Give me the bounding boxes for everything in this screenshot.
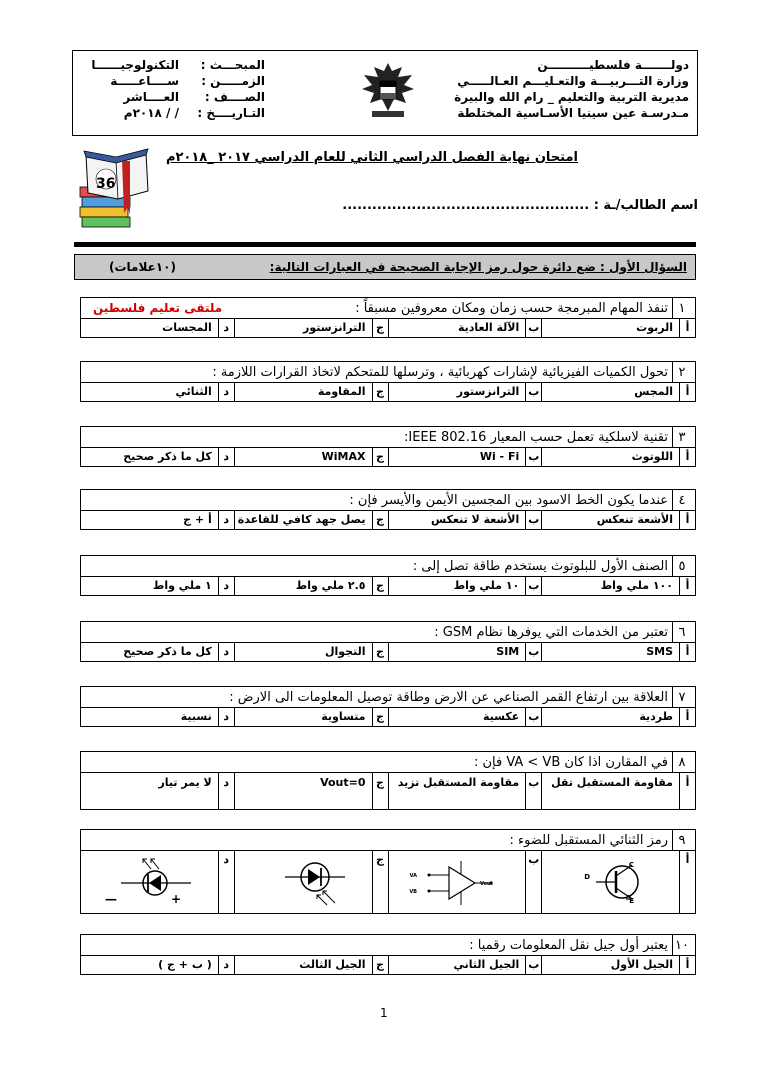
options-row: [81, 383, 695, 401]
option[interactable]: Vout=0: [234, 773, 372, 809]
option-letter[interactable]: أ: [679, 319, 695, 337]
option-letter[interactable]: د: [218, 773, 234, 809]
option-letter[interactable]: ب: [525, 773, 541, 809]
question-text: [81, 830, 695, 851]
section-header: [74, 254, 696, 280]
question-number: ٦: [672, 622, 691, 643]
option-letter[interactable]: أ: [679, 956, 695, 974]
ministry-line: وزارة التـــربيـــة والتعـليـــم العـالـــــي: [457, 74, 689, 88]
svg-text:D: D: [584, 873, 591, 881]
question-number: ١٠: [672, 935, 691, 956]
option[interactable]: نسبية: [180, 710, 212, 723]
option[interactable]: أ + ج: [183, 513, 212, 526]
option[interactable]: طردية: [541, 708, 679, 726]
option-letter[interactable]: ج: [372, 319, 388, 337]
question-stem: رمز الثنائي المستقبل للضوء :: [509, 833, 668, 848]
option-opamp[interactable]: [388, 851, 526, 913]
option-led[interactable]: [81, 851, 218, 913]
option[interactable]: ١٠ ملي واط: [388, 577, 526, 595]
time-label: الزمـــــن :: [201, 74, 265, 88]
info-row: [87, 89, 265, 105]
option-photodiode[interactable]: [234, 851, 372, 913]
svg-text:+: +: [170, 892, 181, 906]
options-row: [81, 577, 695, 595]
ministry-block: [454, 57, 689, 121]
student-name-field[interactable]: اسم الطالب/ـة : ..................................................: [342, 198, 698, 213]
question-stem: في المقارن اذا كان VA < VB فإن :: [473, 755, 668, 770]
question-text: [81, 752, 695, 773]
date-value: / / ٢٠١٨م: [123, 106, 179, 120]
options-row: [81, 643, 695, 661]
divider: [74, 242, 696, 247]
book-number: 36: [96, 176, 116, 192]
svg-text:—: —: [105, 892, 117, 906]
options-row: [81, 511, 695, 529]
option[interactable]: Wi - Fi: [388, 448, 526, 466]
option-letter[interactable]: أ: [679, 577, 695, 595]
option[interactable]: التجوال: [234, 643, 372, 661]
question-number: ٣: [672, 427, 691, 448]
option[interactable]: الآلة العادية: [388, 319, 526, 337]
option-letter[interactable]: د: [218, 708, 234, 726]
phototransistor-icon: [582, 857, 662, 907]
info-row: [87, 57, 265, 73]
options-row: [81, 448, 695, 466]
comparator-icon: [409, 857, 509, 907]
question-stem: تنفذ المهام المبرمجة حسب زمان ومكان معروفين مسبقاً :: [355, 301, 668, 316]
option[interactable]: ( ب + ج ): [158, 958, 212, 971]
option-letter[interactable]: ج: [372, 851, 388, 913]
date-label: التـاريــــخ :: [197, 106, 265, 120]
option[interactable]: ١ ملي واط: [152, 579, 212, 592]
info-row: [87, 73, 265, 89]
svg-text:VA: VA: [409, 873, 417, 879]
option-letter[interactable]: أ: [679, 851, 695, 913]
question-10: [80, 934, 696, 975]
option-letter[interactable]: أ: [679, 773, 695, 809]
question-text: [81, 622, 695, 643]
option-letter[interactable]: ب: [525, 511, 541, 529]
option-letter[interactable]: ج: [372, 577, 388, 595]
option-letter[interactable]: ج: [372, 448, 388, 466]
question-text: [81, 687, 695, 708]
option-letter[interactable]: ج: [372, 956, 388, 974]
question-2: [80, 361, 696, 402]
option-letter[interactable]: د: [218, 448, 234, 466]
options-row: [81, 956, 695, 974]
option-letter[interactable]: ب: [525, 956, 541, 974]
question-4: [80, 489, 696, 530]
option-letter[interactable]: أ: [679, 383, 695, 401]
option-letter[interactable]: ب: [525, 643, 541, 661]
option-letter[interactable]: د: [218, 643, 234, 661]
option[interactable]: WiMAX: [234, 448, 372, 466]
options-row: [81, 851, 695, 913]
question-3: [80, 426, 696, 467]
ministry-line: مـدرسـة عين سينيا الأسـاسية المختلطة: [457, 106, 689, 120]
page-number: 1: [380, 1006, 388, 1020]
question-number: ٤: [672, 490, 691, 511]
grade-label: الصــــف :: [204, 90, 265, 104]
svg-text:C: C: [629, 861, 635, 869]
option[interactable]: المجس: [541, 383, 679, 401]
option[interactable]: الربوت: [541, 319, 679, 337]
option-letter[interactable]: د: [218, 319, 234, 337]
question-text: [81, 362, 695, 383]
option[interactable]: مقاومة المستقبل تزيد: [388, 773, 526, 809]
time-value: ســــاعـــــة: [110, 74, 179, 88]
question-stem: تحول الكميات الفيزيائية لإشارات كهربائية ، وترسلها للمتحكم لاتخاذ القرارات اللازمة :: [212, 365, 668, 380]
option-letter[interactable]: ب: [525, 708, 541, 726]
option-letter[interactable]: أ: [679, 708, 695, 726]
option-letter[interactable]: ب: [525, 319, 541, 337]
option[interactable]: عكسية: [388, 708, 526, 726]
subject-value: التكنولوجيــــــا: [91, 58, 179, 72]
option-letter[interactable]: د: [218, 383, 234, 401]
options-row: [81, 773, 695, 809]
option[interactable]: ١٠٠ ملي واط: [541, 577, 679, 595]
option[interactable]: كل ما ذكر صحيح: [123, 645, 212, 658]
option[interactable]: مقاومة المستقبل تقل: [541, 773, 679, 809]
option-letter[interactable]: أ: [679, 511, 695, 529]
option-letter[interactable]: ب: [525, 448, 541, 466]
question-number: ٥: [672, 556, 691, 577]
option[interactable]: الأشعة لا تنعكس: [388, 511, 526, 529]
option-letter[interactable]: أ: [679, 643, 695, 661]
question-text: [81, 556, 695, 577]
option[interactable]: SMS: [541, 643, 679, 661]
subject-label: المبحـــث :: [200, 58, 265, 72]
question-number: ٢: [672, 362, 691, 383]
question-text: [81, 490, 695, 511]
option[interactable]: كل ما ذكر صحيح: [123, 450, 212, 463]
question-5: [80, 555, 696, 596]
option[interactable]: المقاومة: [234, 383, 372, 401]
option[interactable]: الجيل الثالث: [234, 956, 372, 974]
question-text: [81, 427, 695, 448]
section-marks: (١٠علامات): [109, 260, 176, 274]
option-letter[interactable]: ج: [372, 383, 388, 401]
option[interactable]: الأشعة تنعكس: [541, 511, 679, 529]
option[interactable]: لا يمر تيار: [158, 776, 212, 789]
question-8: [80, 751, 696, 810]
svg-text:E: E: [629, 897, 635, 905]
option-letter[interactable]: ب: [525, 851, 541, 913]
option-letter[interactable]: أ: [679, 448, 695, 466]
option-letter[interactable]: ب: [525, 383, 541, 401]
option-letter[interactable]: ج: [372, 643, 388, 661]
option[interactable]: ٢.٥ ملي واط: [234, 577, 372, 595]
option-letter[interactable]: ب: [525, 577, 541, 595]
question-stem: عندما يكون الخط الاسود بين المجسين الأيمن والأيسر فإن :: [349, 493, 668, 508]
option[interactable]: الترانزستور: [234, 319, 372, 337]
question-stem: العلاقة بين ارتفاع القمر الصناعي عن الارض وطاقة توصيل المعلومات الى الارض :: [229, 690, 668, 705]
option-letter[interactable]: د: [218, 956, 234, 974]
option-transistor[interactable]: [541, 851, 679, 913]
info-row: [87, 105, 265, 121]
exam-title: امتحان نهاية الفصل الدراسي الثاني للعام الدراسي ٢٠١٧ _٢٠١٨م: [165, 150, 578, 165]
option[interactable]: الثنائي: [175, 385, 212, 398]
question-number: ٧: [672, 687, 691, 708]
options-row: [81, 708, 695, 726]
question-stem: يعتبر أول جيل نقل المعلومات رقميا :: [469, 938, 668, 953]
watermark-label: ملتقى تعليم فلسطين: [93, 301, 223, 315]
question-number: ٩: [672, 830, 691, 851]
option-letter[interactable]: د: [218, 577, 234, 595]
question-text: [81, 935, 695, 956]
question-7: [80, 686, 696, 727]
svg-text:Vout: Vout: [479, 881, 493, 887]
option-letter[interactable]: ج: [372, 773, 388, 809]
section-title: السؤال الأول : ضع دائرة حول رمز الإجابة الصحيحة في العبارات التالية:: [269, 260, 687, 274]
photodiode-icon: [275, 857, 355, 907]
question-text: [81, 298, 695, 319]
grade-value: العــــاشر: [123, 90, 179, 104]
question-number: ٨: [672, 752, 691, 773]
exam-info-block: [87, 57, 265, 121]
option-letter[interactable]: د: [218, 511, 234, 529]
option[interactable]: SIM: [388, 643, 526, 661]
question-1: [80, 297, 696, 338]
options-row: [81, 319, 695, 337]
ministry-line: دولـــــــة فلسطيــــــــــن: [537, 58, 689, 72]
question-number: ١: [672, 298, 691, 319]
option[interactable]: الجيل الثاني: [388, 956, 526, 974]
question-6: [80, 621, 696, 662]
option[interactable]: المجسات: [162, 321, 212, 334]
eagle-emblem-icon: [358, 59, 418, 121]
ministry-line: مديرية التربية والتعليم _ رام الله والبيرة: [454, 90, 689, 104]
option-letter[interactable]: ج: [372, 511, 388, 529]
question-stem: تعتبر من الخدمات التي يوفرها نظام GSM :: [434, 625, 668, 640]
question-stem: تقنية لاسلكية تعمل حسب المعيار IEEE 802.16:: [403, 430, 668, 445]
option-letter[interactable]: ج: [372, 708, 388, 726]
option[interactable]: الترانزستور: [388, 383, 526, 401]
question-stem: الصنف الأول للبلوتوث يستخدم طاقة تصل إلى :: [412, 559, 668, 574]
option-letter[interactable]: د: [218, 851, 234, 913]
option[interactable]: يصل جهد كافي للقاعدة: [234, 511, 372, 529]
led-icon: [105, 857, 201, 907]
option[interactable]: متساوية: [234, 708, 372, 726]
option[interactable]: الجيل الأول: [541, 956, 679, 974]
option[interactable]: اللوتوث: [541, 448, 679, 466]
question-9: [80, 829, 696, 914]
header-box: [72, 50, 698, 136]
svg-text:VB: VB: [408, 889, 417, 895]
